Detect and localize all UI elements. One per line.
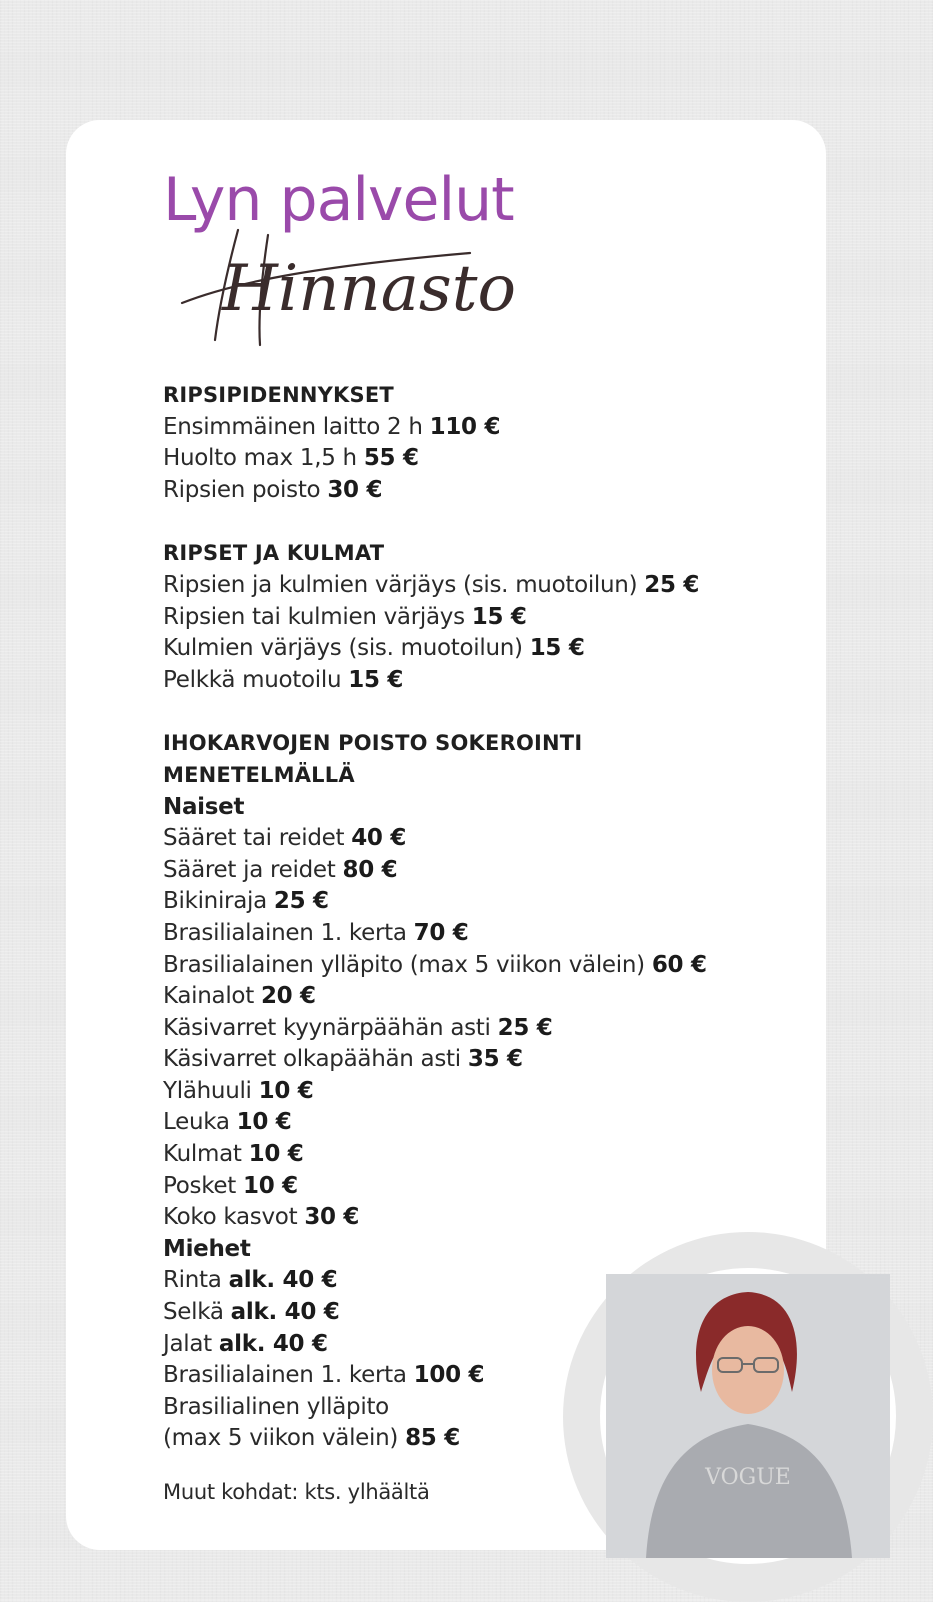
price-row <box>163 855 783 887</box>
price-row <box>163 665 783 697</box>
price-row <box>163 1139 783 1171</box>
service-label: Sääret ja reidet <box>163 856 336 883</box>
service-price: 30 € <box>304 1204 360 1231</box>
price-row <box>163 886 783 918</box>
service-price: 10 € <box>236 1109 292 1136</box>
sweater-text: VOGUE <box>705 1465 791 1490</box>
service-price: 85 € <box>405 1425 460 1452</box>
price-row <box>163 602 783 634</box>
script-title <box>180 225 516 355</box>
price-row <box>163 1013 783 1045</box>
section-title-continued: MENETELMÄLLÄ <box>163 762 355 787</box>
footnote: Muut kohdat: kts. ylhäältä <box>163 1480 430 1504</box>
service-label: Ripsien poisto <box>163 476 321 503</box>
service-label: Bikiniraja <box>163 888 267 915</box>
service-price: alk. 40 € <box>228 1267 338 1294</box>
service-label: Sääret tai reidet <box>163 825 345 852</box>
section-lashes-and-brows <box>163 538 783 696</box>
service-price: 15 € <box>348 666 404 693</box>
price-row <box>163 443 783 475</box>
portrait-illustration <box>606 1274 890 1558</box>
service-label: (max 5 viikon välein) <box>163 1425 399 1452</box>
price-row <box>163 1107 783 1139</box>
portrait-photo <box>600 1268 896 1564</box>
price-row <box>163 823 783 855</box>
service-label: Käsivarret kyynärpäähän asti <box>163 1014 491 1041</box>
price-row <box>163 950 783 982</box>
service-price: 10 € <box>248 1141 304 1168</box>
price-row <box>163 1171 783 1203</box>
service-price: 10 € <box>258 1077 314 1104</box>
service-price: 60 € <box>651 951 707 978</box>
service-price: alk. 40 € <box>218 1330 328 1357</box>
price-row <box>163 412 783 444</box>
service-price: 80 € <box>342 856 398 883</box>
service-price: 100 € <box>413 1362 485 1389</box>
price-row <box>163 918 783 950</box>
price-row <box>163 981 783 1013</box>
service-price: 70 € <box>413 919 469 946</box>
service-label: Selkä <box>163 1299 224 1326</box>
brand-title: Lyn palvelut <box>163 165 514 235</box>
service-price: 15 € <box>471 603 527 630</box>
service-label: Huolto max 1,5 h <box>163 445 357 472</box>
service-label: Rinta <box>163 1267 222 1294</box>
service-label: Pelkkä muotoilu <box>163 666 342 693</box>
service-label: Käsivarret olkapäähän asti <box>163 1046 461 1073</box>
service-price: 25 € <box>273 888 329 915</box>
service-label: Brasilialainen 1. kerta <box>163 1362 407 1389</box>
service-label: Koko kasvot <box>163 1204 298 1231</box>
women-subheading: Naiset <box>163 793 245 820</box>
service-price: 30 € <box>327 476 383 503</box>
service-price: 40 € <box>351 825 407 852</box>
price-row <box>163 633 783 665</box>
service-label: Ripsien tai kulmien värjäys <box>163 603 465 630</box>
service-price: 110 € <box>429 413 501 440</box>
price-row <box>163 1202 783 1234</box>
service-price: 15 € <box>529 635 585 662</box>
section-title: RIPSET JA KULMAT <box>163 541 385 566</box>
service-label: Kainalot <box>163 983 254 1010</box>
price-row <box>163 1044 783 1076</box>
service-price: 25 € <box>644 571 700 598</box>
service-label: Brasilialainen 1. kerta <box>163 919 407 946</box>
service-price: 10 € <box>243 1172 298 1199</box>
service-price: 20 € <box>260 983 316 1010</box>
service-label: Ripsien ja kulmien värjäys (sis. muotoilun) <box>163 571 638 598</box>
service-price: 35 € <box>467 1046 523 1073</box>
service-label: Ylähuuli <box>163 1077 252 1104</box>
service-price: 55 € <box>363 445 419 472</box>
face-shape <box>712 1326 784 1414</box>
price-row <box>163 475 783 507</box>
service-label: Kulmien värjäys (sis. muotoilun) <box>163 635 523 662</box>
section-title: RIPSIPIDENNYKSET <box>163 383 394 407</box>
price-row-label-first-line: Brasilialinen ylläpito <box>163 1393 389 1420</box>
section-eyelash-extensions <box>163 380 783 506</box>
service-label: Ensimmäinen laitto 2 h <box>163 413 423 440</box>
service-label: Posket <box>163 1172 236 1199</box>
price-row <box>163 1076 783 1108</box>
price-row <box>163 570 783 602</box>
service-label: Jalat <box>163 1330 212 1357</box>
service-price: 25 € <box>497 1014 553 1041</box>
section-title: IHOKARVOJEN POISTO SOKEROINTI <box>163 731 583 756</box>
script-title-text: Hinnasto <box>222 252 516 326</box>
service-price: alk. 40 € <box>230 1299 340 1326</box>
service-label: Leuka <box>163 1109 230 1136</box>
men-subheading: Miehet <box>163 1235 251 1262</box>
service-label: Kulmat <box>163 1141 242 1168</box>
service-label: Brasilialainen ylläpito (max 5 viikon välein) <box>163 951 645 978</box>
